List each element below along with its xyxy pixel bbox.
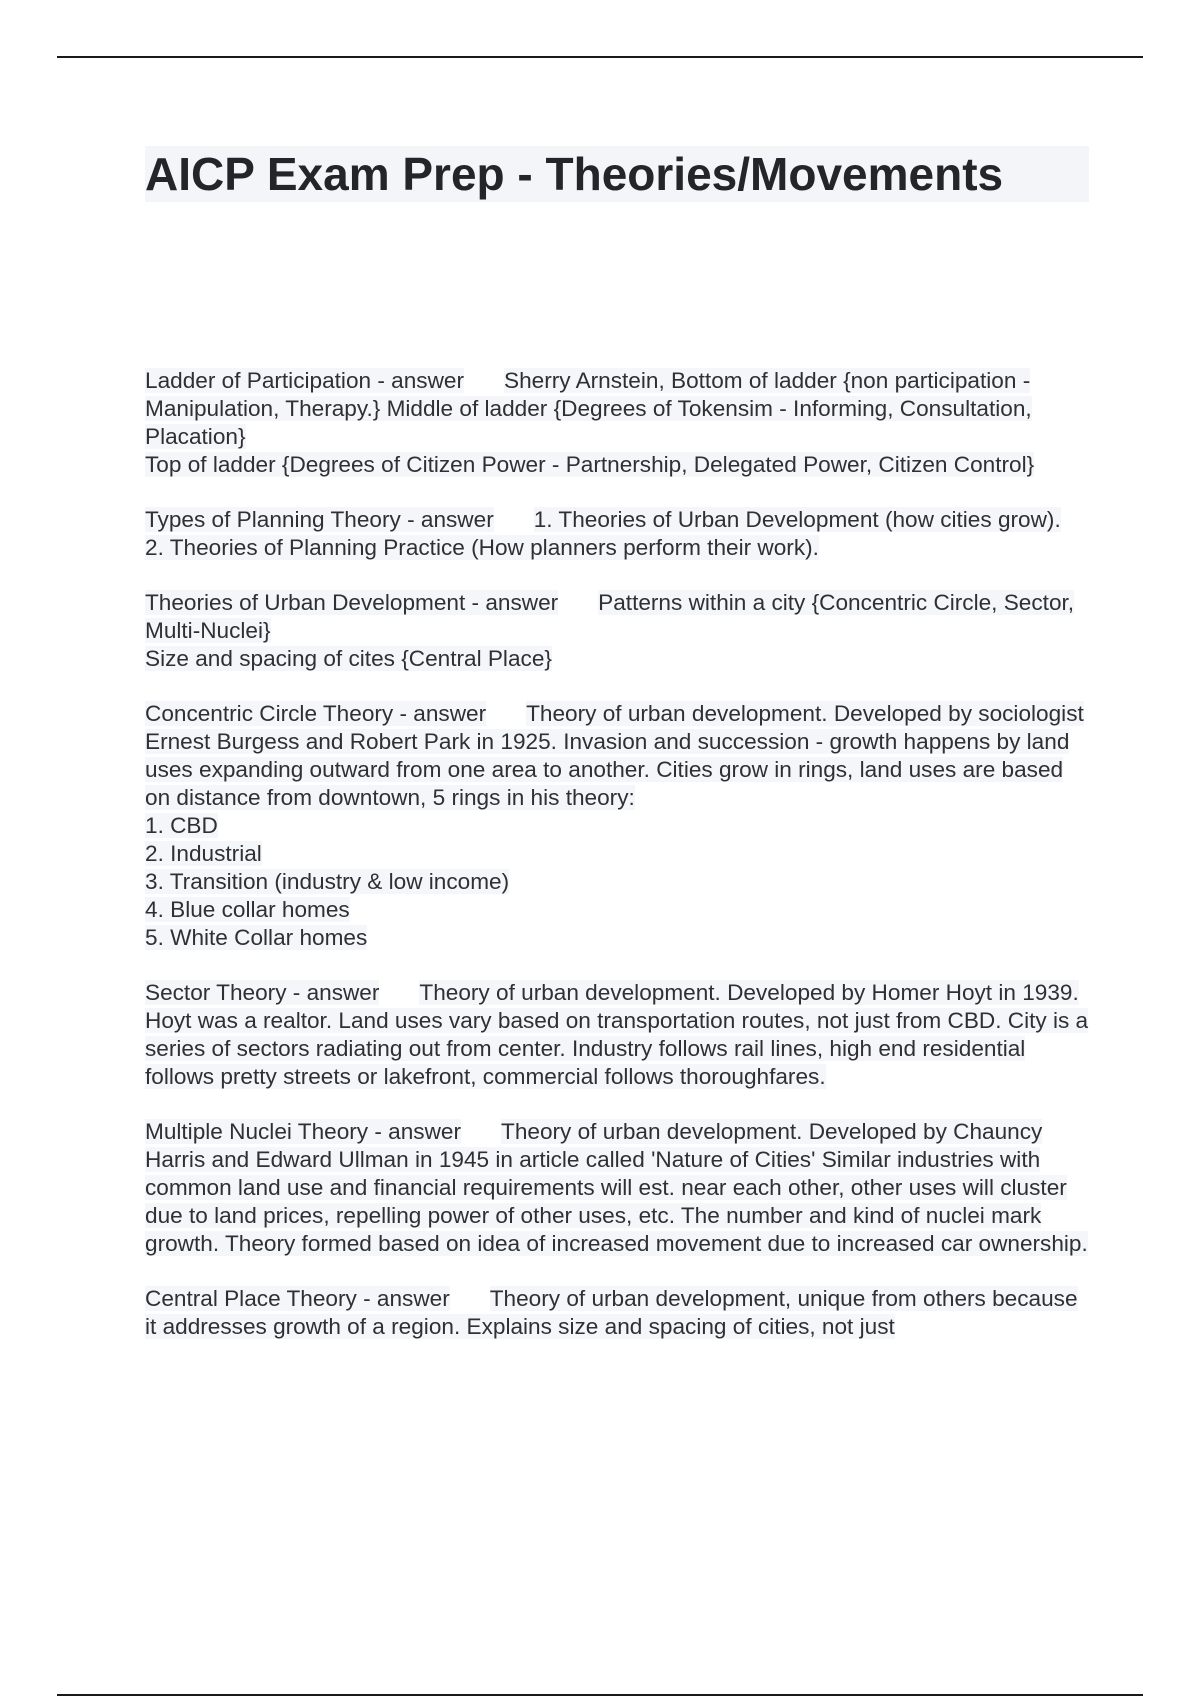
entry-extra-line: Size and spacing of cites {Central Place} <box>145 646 552 671</box>
entry-definition: Theory of urban development, unique from others because it addresses growth of a region. Explains size and spacing of cities, not just <box>145 1286 1078 1339</box>
entry-term: Ladder of Participation - answer <box>145 368 464 393</box>
entry-definition: 1. Theories of Urban Development (how cities grow). <box>533 507 1061 532</box>
entry-extra-line: Top of ladder {Degrees of Citizen Power - Partnership, Delegated Power, Citizen Control} <box>145 452 1035 477</box>
entry-term: Central Place Theory - answer <box>145 1286 450 1311</box>
list-item: 4. Blue collar homes <box>145 897 350 922</box>
entry-term: Types of Planning Theory - answer <box>145 507 494 532</box>
entry-definition: Theory of urban development. Developed by Chauncy Harris and Edward Ullman in 1945 in article called 'Nature of Cities' Similar industries with common land use and financial requirements will est. near each other, other uses will cluster due to land prices, repelling power of other uses, etc. The number and kind of nuclei mark growth. Theory formed based on idea of increased movement due to increased car ownership. <box>145 1119 1088 1256</box>
document-title: AICP Exam Prep - Theories/Movements <box>145 146 1089 202</box>
flashcard-entry <box>145 1118 1090 1258</box>
header-rule <box>57 56 1143 58</box>
flashcard-entry <box>145 700 1090 952</box>
flashcard-entry <box>145 367 1090 479</box>
flashcard-entry <box>145 1285 1090 1341</box>
flashcard-list <box>145 367 1090 1368</box>
entry-definition: Patterns within a city {Concentric Circle, Sector, Multi-Nuclei} <box>145 590 1075 643</box>
entry-term: Sector Theory - answer <box>145 980 380 1005</box>
list-item: 2. Industrial <box>145 841 262 866</box>
flashcard-entry <box>145 979 1090 1091</box>
footer-rule <box>57 1694 1143 1696</box>
flashcard-entry <box>145 506 1090 562</box>
flashcard-entry <box>145 589 1090 673</box>
entry-term: Concentric Circle Theory - answer <box>145 701 487 726</box>
list-item: 5. White Collar homes <box>145 925 368 950</box>
list-item: 3. Transition (industry & low income) <box>145 869 510 894</box>
entry-definition: Sherry Arnstein, Bottom of ladder {non participation - Manipulation, Therapy.} Middle of ladder {Degrees of Tokensim - Informing, Consultation, Placation} <box>145 368 1032 449</box>
list-item: 1. CBD <box>145 813 218 838</box>
entry-definition: Theory of urban development. Developed by Homer Hoyt in 1939. Hoyt was a realtor. Land uses vary based on transportation routes, not just from CBD. City is a series of sectors radiating out from center. Industry follows rail lines, high end residential follows pretty streets or lakefront, commercial follows thoroughfares. <box>145 980 1089 1089</box>
entry-term: Theories of Urban Development - answer <box>145 590 559 615</box>
entry-term: Multiple Nuclei Theory - answer <box>145 1119 462 1144</box>
entry-extra-line: 2. Theories of Planning Practice (How planners perform their work). <box>145 535 819 560</box>
entry-definition: Theory of urban development. Developed by sociologist Ernest Burgess and Robert Park in 1925. Invasion and succession - growth happens by land uses expanding outward from one area to another. Cities grow in rings, land uses are based on distance from downtown, 5 rings in his theory: <box>145 701 1084 810</box>
